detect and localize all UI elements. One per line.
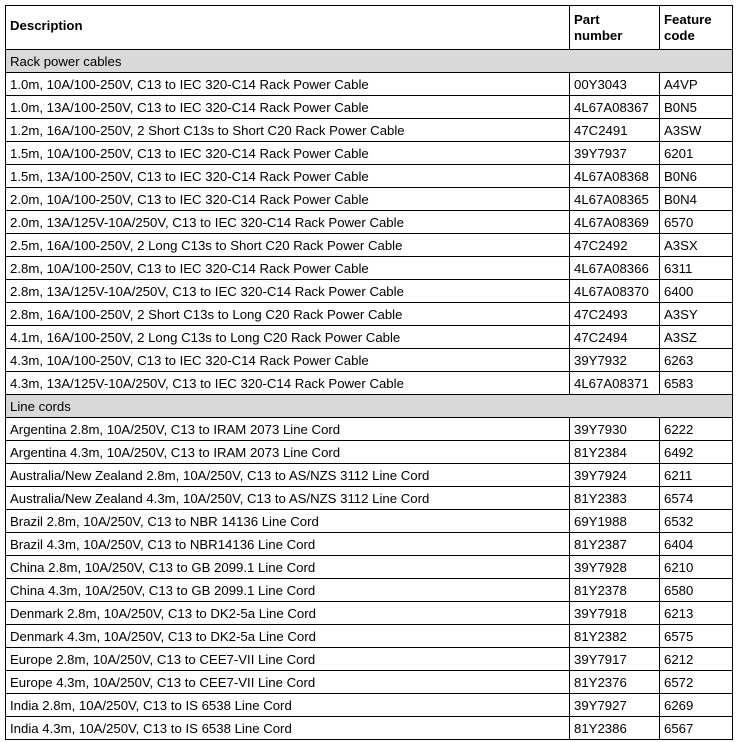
- cell-feature-code: 6532: [660, 510, 733, 533]
- cell-part-number: 39Y7930: [570, 418, 660, 441]
- cell-part-number: 39Y7917: [570, 648, 660, 671]
- cell-feature-code: B0N6: [660, 165, 733, 188]
- cell-feature-code: 6222: [660, 418, 733, 441]
- table-row: [6, 142, 733, 165]
- cell-feature-code: 6567: [660, 717, 733, 740]
- table-row: [6, 165, 733, 188]
- section-row: [6, 395, 733, 418]
- table-row: [6, 372, 733, 395]
- table-row: [6, 119, 733, 142]
- cell-description: 2.0m, 10A/100-250V, C13 to IEC 320-C14 Rack Power Cable: [6, 188, 570, 211]
- cell-description: Europe 4.3m, 10A/250V, C13 to CEE7-VII Line Cord: [6, 671, 570, 694]
- cell-part-number: 4L67A08366: [570, 257, 660, 280]
- table-row: [6, 625, 733, 648]
- table-row: [6, 694, 733, 717]
- cell-description: 2.8m, 16A/100-250V, 2 Short C13s to Long C20 Rack Power Cable: [6, 303, 570, 326]
- cell-part-number: 4L67A08370: [570, 280, 660, 303]
- cell-description: 1.5m, 10A/100-250V, C13 to IEC 320-C14 Rack Power Cable: [6, 142, 570, 165]
- cell-part-number: 81Y2387: [570, 533, 660, 556]
- cell-feature-code: 6583: [660, 372, 733, 395]
- table-row: [6, 257, 733, 280]
- section-title: Rack power cables: [6, 50, 733, 73]
- header-description: Description: [6, 6, 570, 50]
- cell-feature-code: 6210: [660, 556, 733, 579]
- cell-part-number: 4L67A08371: [570, 372, 660, 395]
- cell-description: 1.2m, 16A/100-250V, 2 Short C13s to Short C20 Rack Power Cable: [6, 119, 570, 142]
- table-row: [6, 211, 733, 234]
- cell-feature-code: A3SY: [660, 303, 733, 326]
- cell-feature-code: B0N5: [660, 96, 733, 119]
- cell-part-number: 69Y1988: [570, 510, 660, 533]
- table-row: [6, 349, 733, 372]
- table-row: [6, 418, 733, 441]
- table-row: [6, 510, 733, 533]
- cell-feature-code: A4VP: [660, 73, 733, 96]
- cell-feature-code: 6213: [660, 602, 733, 625]
- cell-feature-code: 6263: [660, 349, 733, 372]
- section-row: [6, 50, 733, 73]
- table-row: [6, 280, 733, 303]
- cell-part-number: 4L67A08368: [570, 165, 660, 188]
- cell-description: 2.5m, 16A/100-250V, 2 Long C13s to Short C20 Rack Power Cable: [6, 234, 570, 257]
- cell-description: Brazil 2.8m, 10A/250V, C13 to NBR 14136 Line Cord: [6, 510, 570, 533]
- cell-description: 1.0m, 13A/100-250V, C13 to IEC 320-C14 Rack Power Cable: [6, 96, 570, 119]
- cell-feature-code: 6201: [660, 142, 733, 165]
- cell-part-number: 39Y7924: [570, 464, 660, 487]
- cell-description: 2.8m, 13A/125V-10A/250V, C13 to IEC 320-C14 Rack Power Cable: [6, 280, 570, 303]
- cell-part-number: 81Y2382: [570, 625, 660, 648]
- cell-feature-code: 6574: [660, 487, 733, 510]
- header-part-number: Part number: [570, 6, 660, 50]
- cell-part-number: 39Y7918: [570, 602, 660, 625]
- section-title: Line cords: [6, 395, 733, 418]
- cell-part-number: 00Y3043: [570, 73, 660, 96]
- table-row: [6, 464, 733, 487]
- table-row: [6, 602, 733, 625]
- header-feature-code: Feature code: [660, 6, 733, 50]
- table-row: [6, 579, 733, 602]
- table-row: [6, 188, 733, 211]
- cell-description: Denmark 2.8m, 10A/250V, C13 to DK2-5a Line Cord: [6, 602, 570, 625]
- cell-part-number: 39Y7928: [570, 556, 660, 579]
- cell-feature-code: 6269: [660, 694, 733, 717]
- table-body: [6, 50, 733, 740]
- cell-description: 1.5m, 13A/100-250V, C13 to IEC 320-C14 Rack Power Cable: [6, 165, 570, 188]
- table-row: [6, 441, 733, 464]
- cell-description: Brazil 4.3m, 10A/250V, C13 to NBR14136 Line Cord: [6, 533, 570, 556]
- cell-part-number: 4L67A08365: [570, 188, 660, 211]
- cell-feature-code: A3SZ: [660, 326, 733, 349]
- cell-feature-code: A3SW: [660, 119, 733, 142]
- parts-table: [5, 5, 733, 740]
- cell-part-number: 81Y2386: [570, 717, 660, 740]
- cell-description: 4.1m, 16A/100-250V, 2 Long C13s to Long C20 Rack Power Cable: [6, 326, 570, 349]
- cell-feature-code: B0N4: [660, 188, 733, 211]
- cell-part-number: 39Y7927: [570, 694, 660, 717]
- cell-part-number: 81Y2383: [570, 487, 660, 510]
- cell-feature-code: 6211: [660, 464, 733, 487]
- table-row: [6, 671, 733, 694]
- table-row: [6, 556, 733, 579]
- table-row: [6, 326, 733, 349]
- table-row: [6, 96, 733, 119]
- cell-feature-code: 6580: [660, 579, 733, 602]
- table-header: [6, 6, 733, 50]
- cell-feature-code: 6492: [660, 441, 733, 464]
- cell-description: Australia/New Zealand 2.8m, 10A/250V, C13 to AS/NZS 3112 Line Cord: [6, 464, 570, 487]
- cell-feature-code: 6212: [660, 648, 733, 671]
- cell-part-number: 39Y7932: [570, 349, 660, 372]
- cell-description: China 4.3m, 10A/250V, C13 to GB 2099.1 Line Cord: [6, 579, 570, 602]
- cell-description: 1.0m, 10A/100-250V, C13 to IEC 320-C14 Rack Power Cable: [6, 73, 570, 96]
- cell-description: 2.8m, 10A/100-250V, C13 to IEC 320-C14 Rack Power Cable: [6, 257, 570, 280]
- table-row: [6, 73, 733, 96]
- cell-feature-code: 6570: [660, 211, 733, 234]
- cell-feature-code: A3SX: [660, 234, 733, 257]
- cell-description: Denmark 4.3m, 10A/250V, C13 to DK2-5a Line Cord: [6, 625, 570, 648]
- cell-description: 4.3m, 13A/125V-10A/250V, C13 to IEC 320-C14 Rack Power Cable: [6, 372, 570, 395]
- cell-description: Europe 2.8m, 10A/250V, C13 to CEE7-VII Line Cord: [6, 648, 570, 671]
- table-row: [6, 487, 733, 510]
- cell-part-number: 81Y2378: [570, 579, 660, 602]
- cell-feature-code: 6311: [660, 257, 733, 280]
- cell-part-number: 81Y2384: [570, 441, 660, 464]
- table-row: [6, 303, 733, 326]
- cell-description: Argentina 2.8m, 10A/250V, C13 to IRAM 2073 Line Cord: [6, 418, 570, 441]
- cell-feature-code: 6404: [660, 533, 733, 556]
- cell-description: Argentina 4.3m, 10A/250V, C13 to IRAM 2073 Line Cord: [6, 441, 570, 464]
- table-row: [6, 648, 733, 671]
- cell-part-number: 81Y2376: [570, 671, 660, 694]
- cell-description: Australia/New Zealand 4.3m, 10A/250V, C13 to AS/NZS 3112 Line Cord: [6, 487, 570, 510]
- cell-feature-code: 6572: [660, 671, 733, 694]
- cell-part-number: 47C2491: [570, 119, 660, 142]
- cell-part-number: 39Y7937: [570, 142, 660, 165]
- cell-part-number: 47C2494: [570, 326, 660, 349]
- cell-description: India 4.3m, 10A/250V, C13 to IS 6538 Line Cord: [6, 717, 570, 740]
- cell-part-number: 47C2492: [570, 234, 660, 257]
- cell-feature-code: 6575: [660, 625, 733, 648]
- table-row: [6, 533, 733, 556]
- table-row: [6, 717, 733, 740]
- cell-part-number: 47C2493: [570, 303, 660, 326]
- table-row: [6, 234, 733, 257]
- cell-description: 4.3m, 10A/100-250V, C13 to IEC 320-C14 Rack Power Cable: [6, 349, 570, 372]
- cell-feature-code: 6400: [660, 280, 733, 303]
- cell-description: 2.0m, 13A/125V-10A/250V, C13 to IEC 320-C14 Rack Power Cable: [6, 211, 570, 234]
- cell-description: India 2.8m, 10A/250V, C13 to IS 6538 Line Cord: [6, 694, 570, 717]
- cell-part-number: 4L67A08367: [570, 96, 660, 119]
- cell-part-number: 4L67A08369: [570, 211, 660, 234]
- cell-description: China 2.8m, 10A/250V, C13 to GB 2099.1 Line Cord: [6, 556, 570, 579]
